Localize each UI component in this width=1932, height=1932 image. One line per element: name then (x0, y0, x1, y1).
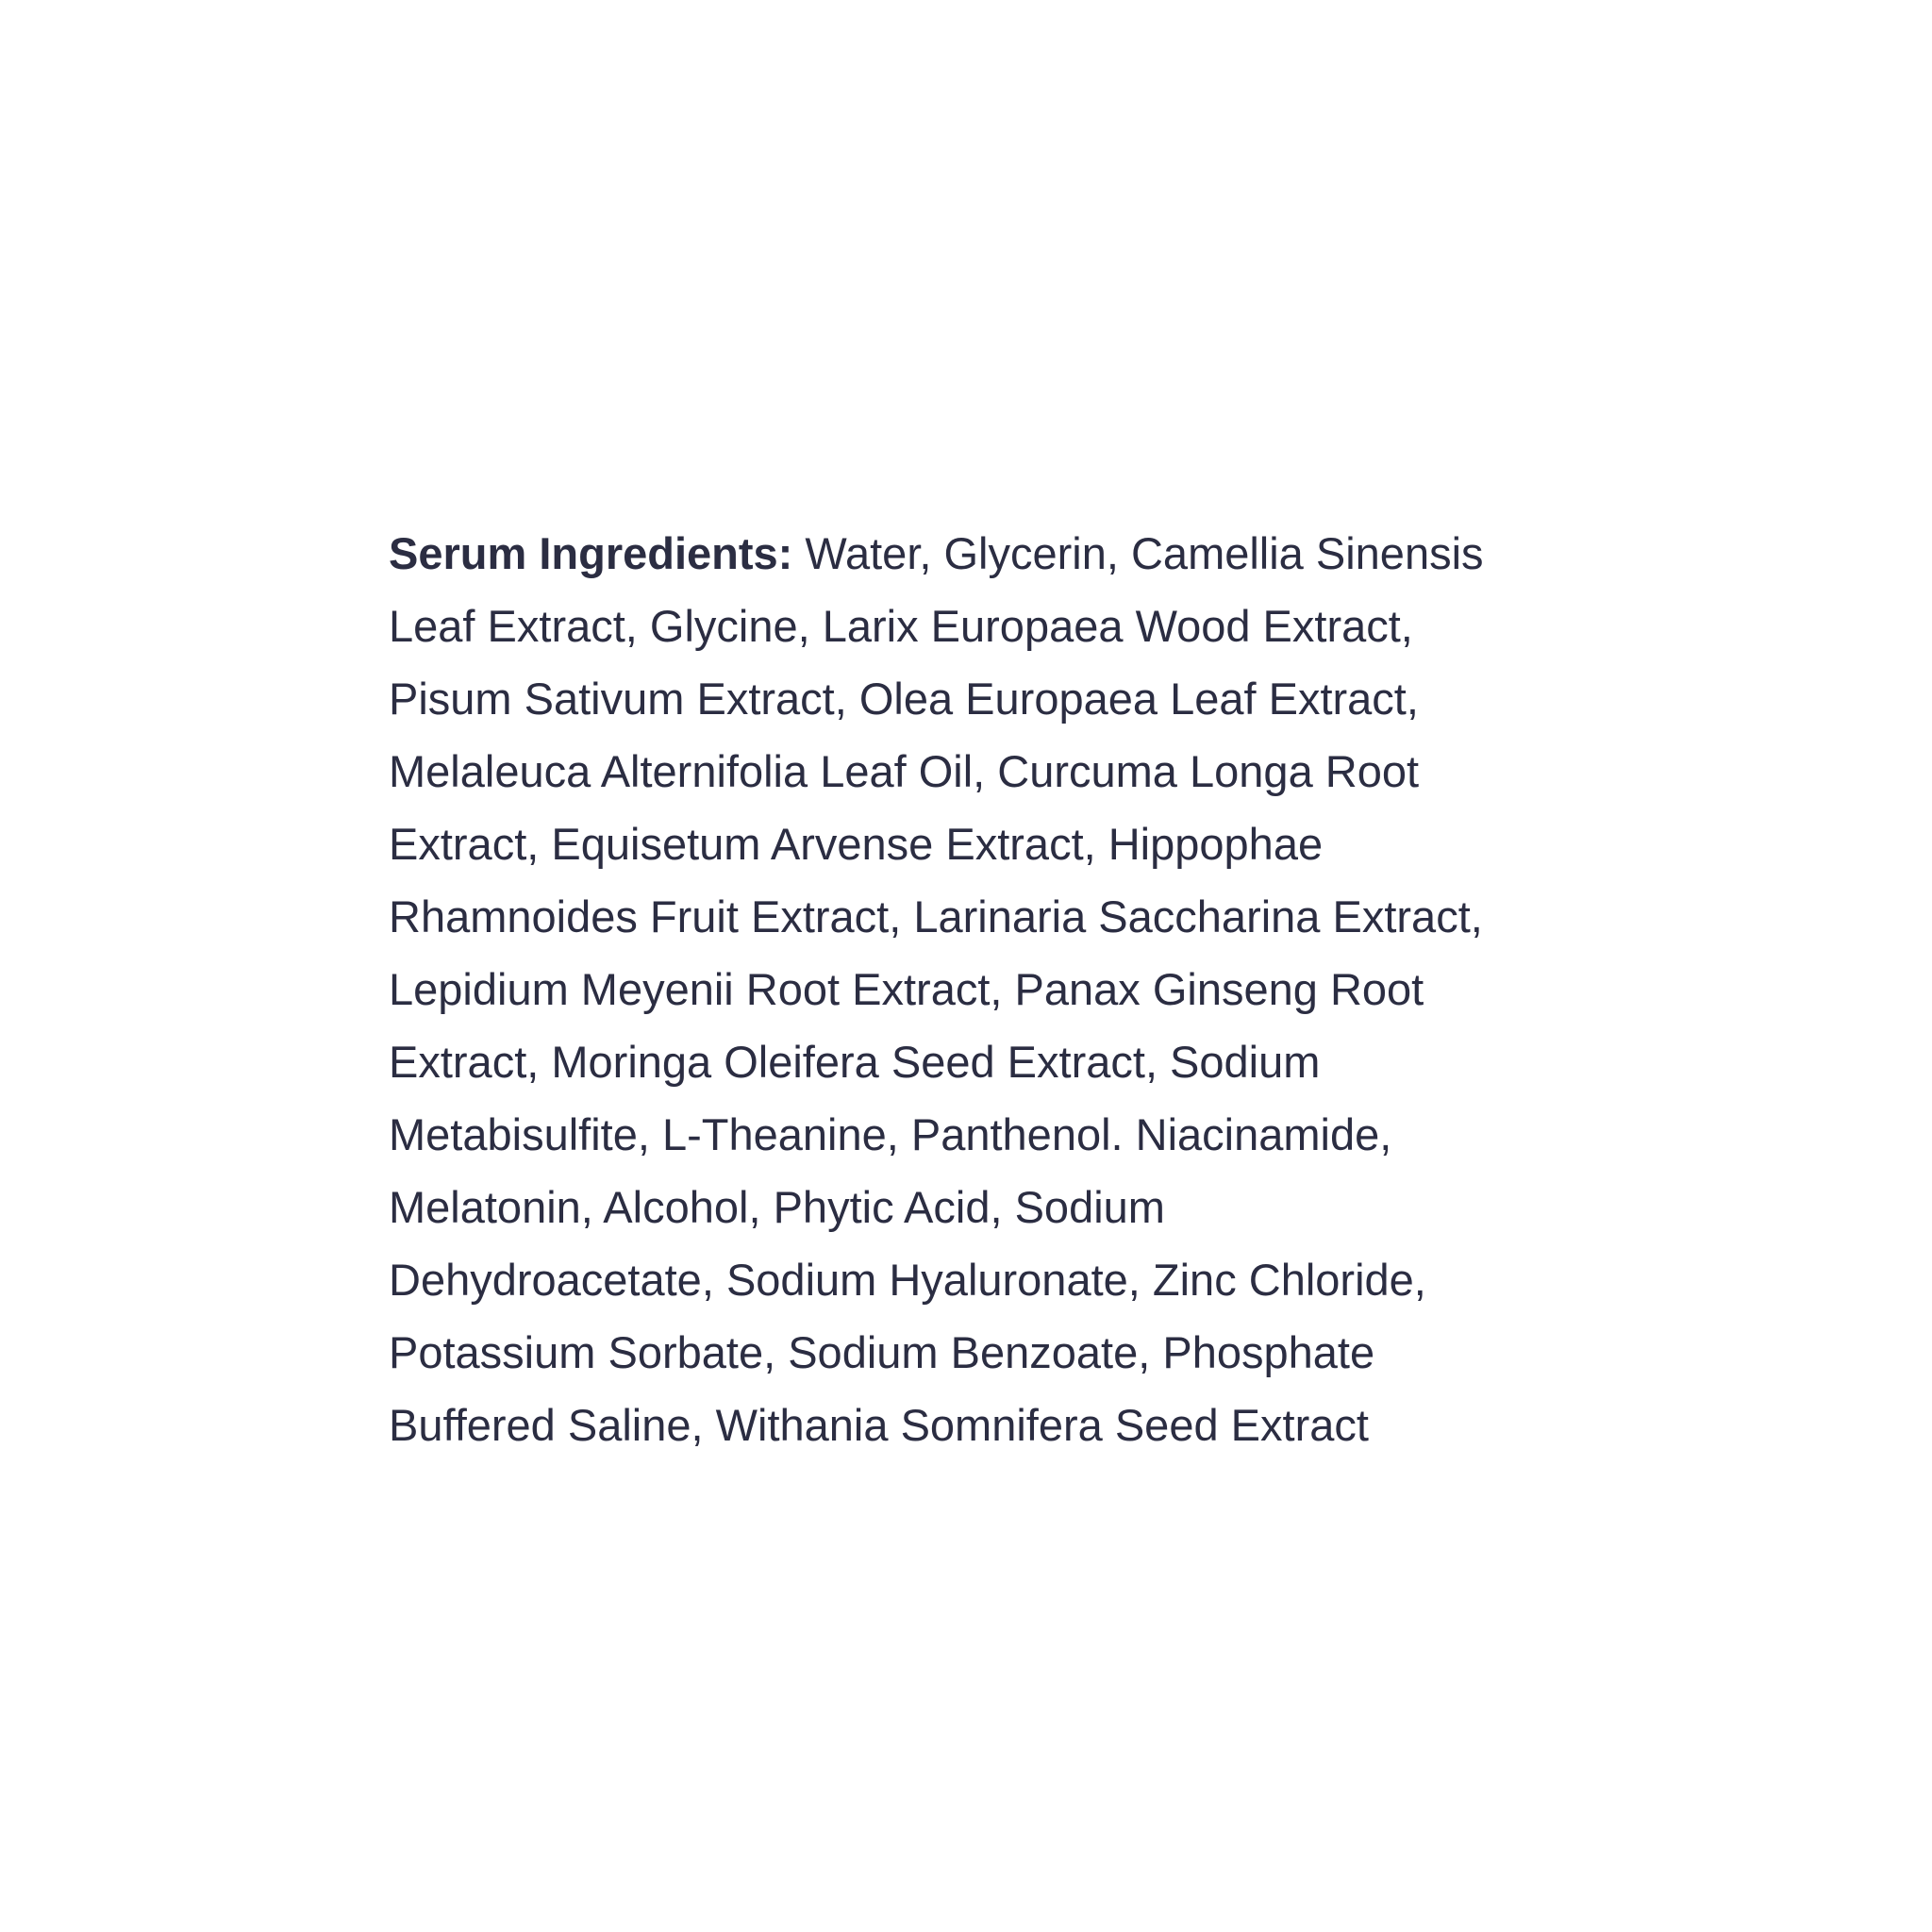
ingredients-line-4: Melaleuca Alternifolia Leaf Oil, Curcuma Longa Root (389, 746, 1420, 796)
ingredients-label: Serum Ingredients: (389, 528, 793, 578)
ingredients-line-5: Extract, Equisetum Arvense Extract, Hippophae (389, 819, 1324, 869)
ingredients-line-1 (389, 517, 1634, 590)
ingredients-line-7: Lepidium Meyenii Root Extract, Panax Ginseng Root (389, 964, 1424, 1014)
ingredients-line-2: Leaf Extract, Glycine, Larix Europaea Wood Extract, (389, 601, 1413, 651)
ingredients-line-11: Dehydroacetate, Sodium Hyaluronate, Zinc Chloride, (389, 1255, 1426, 1305)
ingredients-line-13: Buffered Saline, Withania Somnifera Seed Extract (389, 1400, 1369, 1450)
ingredients-line-6: Rhamnoides Fruit Extract, Larinaria Saccharina Extract, (389, 891, 1483, 941)
ingredients-block (389, 517, 1634, 1461)
ingredients-line-10: Melatonin, Alcohol, Phytic Acid, Sodium (389, 1182, 1165, 1232)
ingredients-line-3: Pisum Sativum Extract, Olea Europaea Leaf Extract, (389, 674, 1419, 724)
ingredients-text: Water, Glycerin, Camellia Sinensis (792, 528, 1484, 578)
ingredients-line-9: Metabisulfite, L-Theanine, Panthenol. Niacinamide, (389, 1109, 1392, 1159)
ingredients-line-8: Extract, Moringa Oleifera Seed Extract, Sodium (389, 1037, 1321, 1087)
ingredients-line-12: Potassium Sorbate, Sodium Benzoate, Phosphate (389, 1327, 1375, 1377)
